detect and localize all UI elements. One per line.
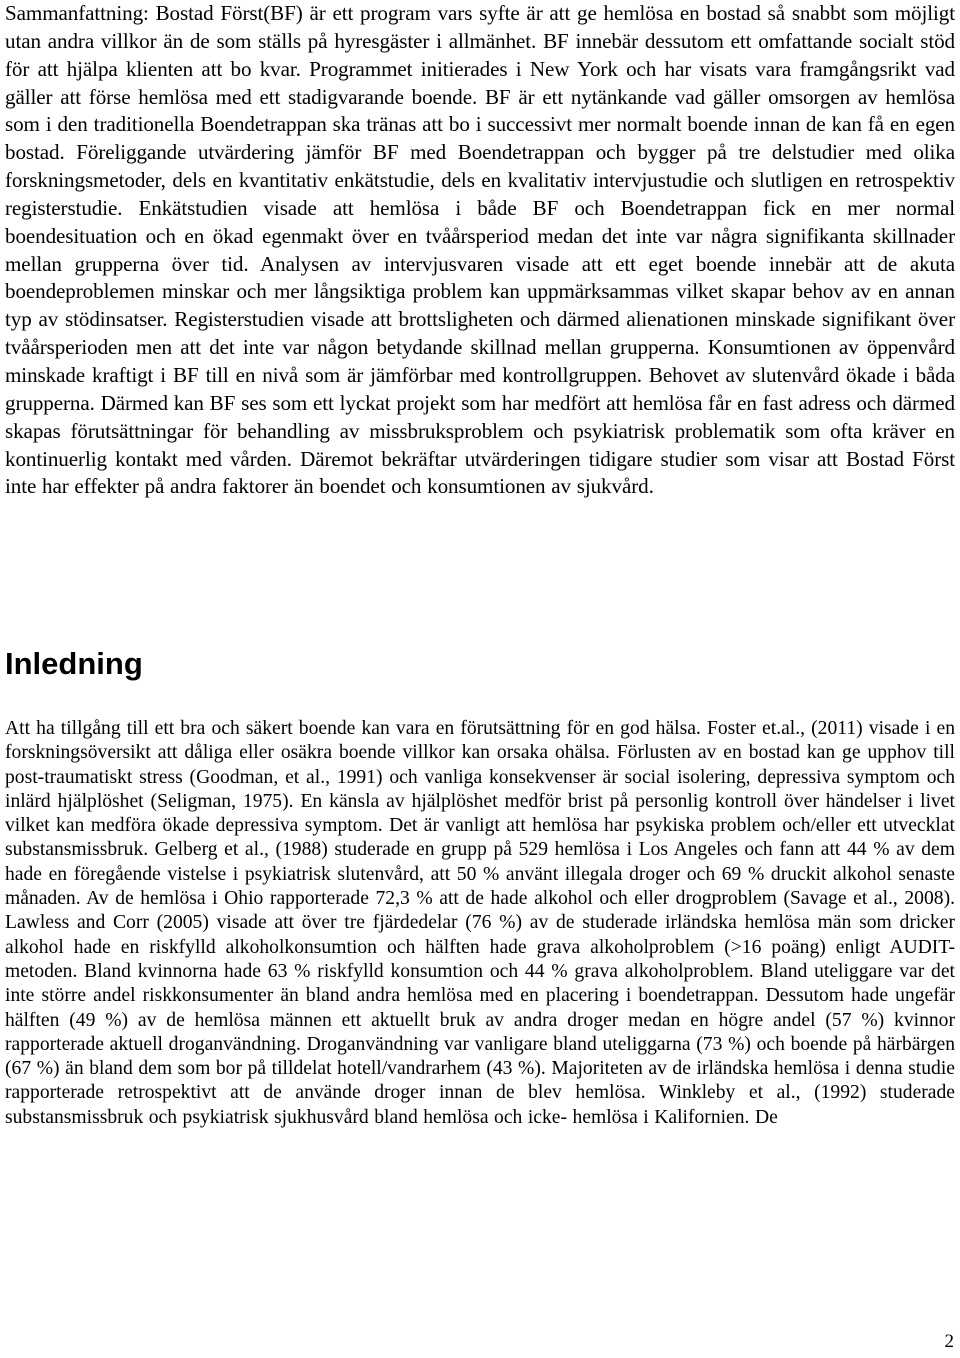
section-heading: Inledning (5, 646, 143, 681)
page-number: 2 (944, 1331, 954, 1352)
document-page (5, 0, 955, 1128)
section-body-paragraph: Att ha tillgång till ett bra och säkert boende kan vara en förutsättning för en god hälsa. Foster et.al., (2011) visade i en forskningsöversikt att dåliga eller osäkra boende villkor kan orsaka ohälsa. Förlusten av en bostad kan ge upphov till post-traumatiskt stress (Goodman, et al., 1991) och vanliga konsekvenser är social isolering, depressiva symptom och inlärd hjälplöshet (Seligman, 1975). En känsla av hjälplöshet medför brist på personlig kontroll över händelser i livet vilket kan medföra ökade depressiva symptom. Det är vanligt att hemlösa har psykiska problem och/eller ett utvecklat substansmissbruk. Gelberg et al., (1988) studerade en grupp på 529 hemlösa i Los Angeles och fann att 44 % av dem hade en föregående vistelse i psykiatrisk slutenvård, att 50 % använt illegala droger och 69 % druckit alkohol senaste månaden. Av de hemlösa i Ohio rapporterade 72,3 % att de hade alkohol och eller drogproblem (Savage et al., 2008). Lawless and Corr (2005) visade att över tre fjärdedelar (76 %) av de studerade irländska hemlösa män som dricker alkohol hade en riskfylld alkoholkonsumtion och hälften hade grava alkoholproblem (>16 poäng) enligt AUDIT-metoden. Bland kvinnorna hade 63 % riskfylld konsumtion och 44 % grava alkoholproblem. Bland uteliggare var det inte större andel riskkonsumenter än bland andra hemlösa med en placering i boendetrappan. Dessutom hade ungefär hälften (49 %) av de hemlösa männen ett aktuellt bruk av andra droger medan en högre andel (57 %) kvinnor rapporterade aktuell droganvändning. Droganvändning var vanligare bland uteliggarna (73 %) och boende på härbärgen (67 %) än bland dem som bor på tilldelat hotell/vandrarhem (43 %). Majoriteten av de irländska hemlösa i denna studie rapporterade retrospektivt att de använde droger innan de blev hemlösa. Winkleby et al., (1992) studerade substansmissbruk och psykiatrisk sjukhusvård bland hemlösa och icke- hemlösa i Kalifornien. De (5, 718, 955, 1128)
summary-paragraph: Sammanfattning: Bostad Först(BF) är ett program vars syfte är att ge hemlösa en bostad så snabbt som möjligt utan andra villkor än de som ställs på hyresgäster i allmänhet. BF innebär dessutom ett omfattande socialt stöd för att hjälpa klienten att bo kvar. Programmet initierades i New York och har visats vara framgångsrikt vad gäller att förse hemlösa med ett stadigvarande boende. BF är ett nytänkande vad gäller omsorgen av hemlösa som i den traditionella Boendetrappan ska tränas att bo i successivt mer normalt boende innan de kan få en egen bostad. Föreliggande utvärdering jämför BF med Boendetrappan och bygger på tre delstudier med olika forskningsmetoder, dels en kvantitativ enkätstudie, dels en kvalitativ intervjustudie och slutligen en retrospektiv registerstudie. Enkätstudien visade att hemlösa i både BF och Boendetrappan fick en mer normal boendesituation och en ökad egenmakt över en tvåårsperiod medan det inte var några signifikanta skillnader mellan grupperna över tid. Analysen av intervjusvaren visade att ett eget boende innebär att de akuta boendeproblemen minskar och mer långsiktiga problem kan uppmärksammas vilket skapar behov av en annan typ av stödinsatser. Registerstudien visade att brottsligheten och därmed alienationen minskade signifikant över tvåårsperioden men att det inte var någon betydande skillnad mellan grupperna. Konsumtionen av öppenvård minskade kraftigt i BF till en nivå som är jämförbar med kontrollgruppen. Behovet av slutenvård ökade i båda grupperna. Därmed kan BF ses som ett lyckat projekt som har medfört att hemlösa får en fast adress och därmed skapas förutsättningar för behandling av missbruksproblem och psykiatrisk problematik som ofta kräver en kontinuerlig kontakt med vården. Däremot bekräftar utvärderingen tidigare studier som visar att Bostad Först inte har effekter på andra faktorer än boendet och konsumtionen av sjukvård. (5, 1, 955, 499)
